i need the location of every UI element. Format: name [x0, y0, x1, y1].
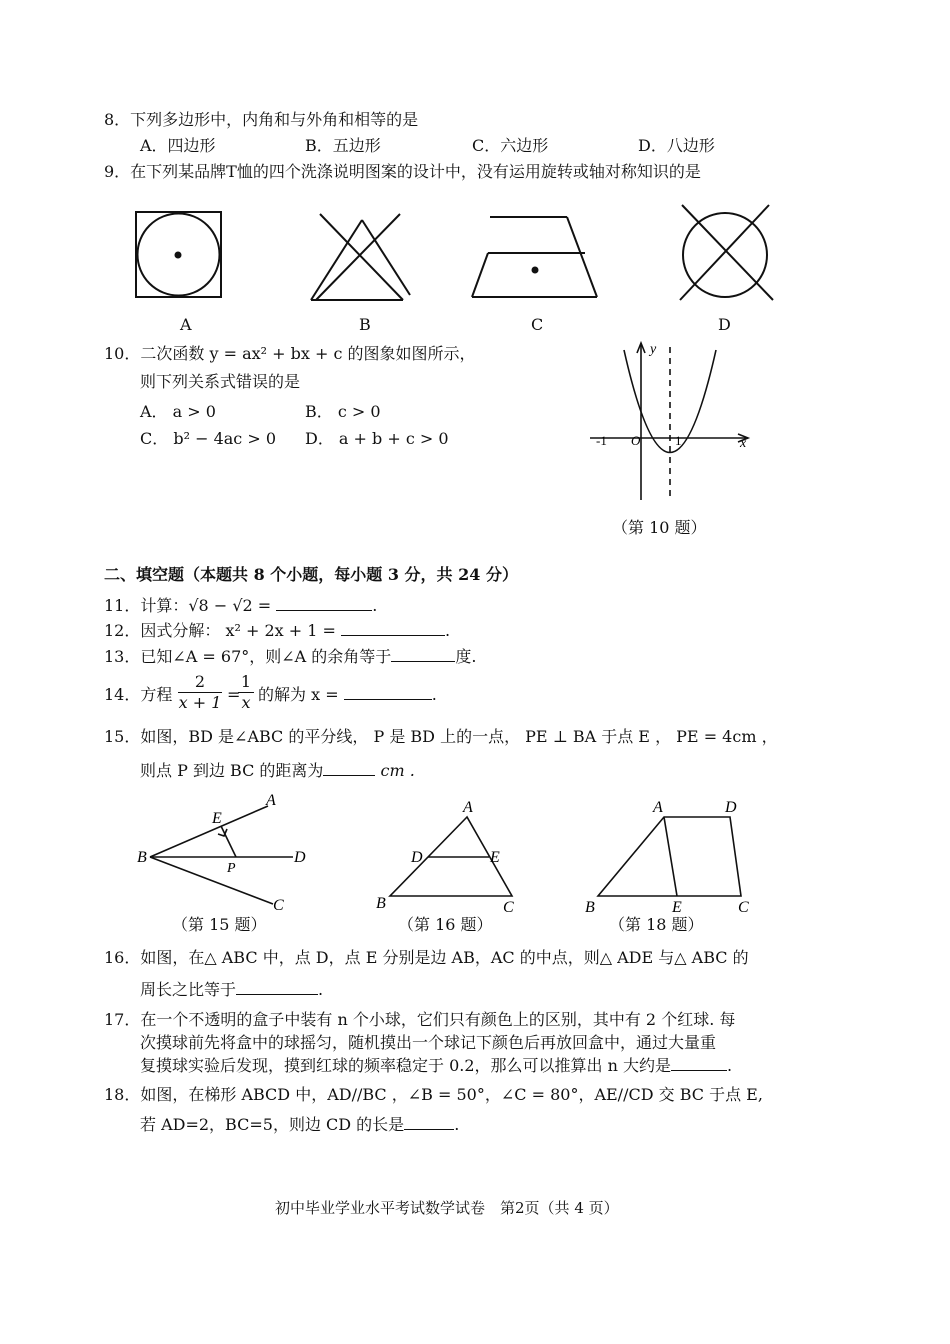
- q13-end: 度.: [455, 647, 477, 666]
- q14-fraction-2-den: x: [241, 693, 251, 712]
- q9-figure-a: [136, 212, 221, 297]
- q14-end: .: [431, 685, 437, 704]
- q15-line2-text: 则点 P 到边 BC 的距离为: [140, 761, 324, 780]
- q14-fraction-1-num: 2: [178, 672, 222, 693]
- q17-answer-blank[interactable]: [671, 1056, 727, 1071]
- fig16-caption: （第 16 题）: [398, 915, 493, 934]
- q10-option-b: B． c > 0: [305, 402, 381, 421]
- q10-graph-x-label: x: [740, 436, 747, 451]
- fig18-label-e: E: [672, 899, 682, 916]
- fig16-label-d: D: [411, 849, 423, 866]
- q11: [104, 596, 377, 616]
- q9-figure-d: [680, 205, 773, 300]
- q15-answer-blank[interactable]: [323, 761, 375, 776]
- q9-label-a: A: [180, 315, 192, 334]
- q12-end: .: [445, 621, 451, 640]
- q17-line1: 17．在一个不透明的盒子中装有 n 个小球，它们只有颜色上的区别，其中有 2 个红球. 每: [104, 1010, 736, 1029]
- fig15-caption: （第 15 题）: [172, 915, 267, 934]
- q14-prefix: 14．方程: [104, 685, 173, 704]
- q14-suffix-row: [258, 685, 437, 705]
- fig18-label-c: C: [738, 899, 749, 916]
- fig16-label-e: E: [490, 849, 500, 866]
- q14-fraction-1-den: x + 1: [178, 693, 222, 712]
- q17-line2: 次摸球前先将盒中的球摇匀，随机摸出一个球记下颜色后再放回盒中，通过大量重: [140, 1033, 717, 1052]
- q16-line2: [140, 980, 323, 1000]
- page-footer: 初中毕业学业水平考试数学试卷 第2页（共 4 页）: [275, 1199, 619, 1217]
- fig18-label-a: A: [653, 799, 663, 816]
- q9-label-d: D: [718, 315, 731, 334]
- q18-line2-text: 若 AD=2，BC=5，则边 CD 的长是: [140, 1115, 405, 1134]
- q17-line3-text: 复摸球实验后发现，摸到红球的频率稳定于 0.2，那么可以推算出 n 大约是: [140, 1056, 672, 1075]
- fig15-label-d: D: [294, 849, 306, 866]
- q8-option-a: A．四边形: [140, 136, 216, 155]
- q8-option-b: B．五边形: [305, 136, 381, 155]
- fig15-label-a: A: [266, 792, 276, 809]
- q10-stem: 10．二次函数 y = ax² + bx + c 的图象如图所示，: [104, 344, 476, 363]
- fig16-label-a: A: [463, 799, 473, 816]
- q11-answer-blank[interactable]: [276, 596, 372, 611]
- q17-line3: [140, 1056, 732, 1076]
- q10-option-a: A． a > 0: [140, 402, 216, 421]
- q8-option-d: D．八边形: [638, 136, 715, 155]
- fig15-label-b: B: [137, 849, 147, 866]
- q16-line2-text: 周长之比等于: [140, 980, 237, 999]
- q14-fraction-2-num: 1: [238, 672, 254, 693]
- q12-answer-blank[interactable]: [341, 621, 445, 636]
- q13: [104, 647, 476, 667]
- geometry-figures: [0, 790, 950, 920]
- q10-parabola-graph: [580, 335, 780, 515]
- section2-heading: 二、填空题（本题共 8 个小题，每小题 3 分，共 24 分）: [104, 565, 518, 584]
- q13-answer-blank[interactable]: [391, 647, 455, 662]
- q15-line2-unit: cm .: [375, 761, 415, 780]
- q11-end: .: [372, 596, 378, 615]
- q9-label-c: C: [531, 315, 544, 334]
- fig16-label-b: B: [376, 895, 386, 912]
- q14-suffix: 的解为 x =: [258, 685, 344, 704]
- q10-option-d: D． a + b + c > 0: [305, 429, 449, 448]
- q18-line2: [140, 1115, 459, 1135]
- q15-line2: [140, 761, 415, 781]
- q14-equals: =: [227, 685, 241, 704]
- q16-line1: 16．如图，在△ ABC 中，点 D，点 E 分别是边 AB，AC 的中点，则△ ADE 与△ ABC 的: [104, 948, 749, 967]
- q10-caption: （第 10 题）: [612, 518, 707, 537]
- q12-text: 12．因式分解： x² + 2x + 1 =: [104, 621, 342, 640]
- q10-graph-y-label: y: [650, 342, 657, 357]
- q9-figure-b: [311, 214, 410, 300]
- q10-graph-origin: O: [631, 433, 641, 448]
- q17-end: .: [727, 1056, 733, 1075]
- q14-answer-blank[interactable]: [344, 685, 432, 700]
- fig18-label-b: B: [585, 899, 595, 916]
- q11-text: 11．计算：√8 − √2 =: [104, 596, 277, 615]
- q10-graph-neg1: -1: [596, 433, 607, 448]
- q8-stem: 8．下列多边形中，内角和与外角和相等的是: [104, 110, 419, 129]
- q18-end: .: [454, 1115, 460, 1134]
- q13-text: 13．已知∠A = 67°，则∠A 的余角等于: [104, 647, 392, 666]
- fig15-label-c: C: [273, 897, 284, 914]
- q16-answer-blank[interactable]: [236, 980, 318, 995]
- fig18-label-d: D: [725, 799, 737, 816]
- fig15-label-e: E: [212, 810, 222, 827]
- fig18-caption: （第 18 题）: [609, 915, 704, 934]
- q14-fraction-1: [178, 672, 222, 713]
- fig18-trapezoid: [598, 817, 741, 896]
- q10-graph-one: 1: [675, 433, 682, 448]
- q10-option-c: C． b² − 4ac > 0: [140, 429, 277, 448]
- q9-stem: 9．在下列某品牌T恤的四个洗涤说明图案的设计中，没有运用旋转或轴对称知识的是: [104, 162, 701, 181]
- q9-figures: [0, 190, 950, 350]
- q16-end: .: [318, 980, 324, 999]
- fig15-label-p: P: [227, 861, 236, 876]
- q9-figure-c: [472, 217, 597, 297]
- fig16-label-c: C: [503, 899, 514, 916]
- q12: [104, 621, 450, 641]
- q14-fraction-2: [238, 672, 254, 713]
- q18-line1: 18．如图，在梯形 ABCD 中，AD//BC ，∠B = 50°，∠C = 80°，AE//CD 交 BC 于点 E,: [104, 1085, 763, 1104]
- q8-option-c: C．六边形: [472, 136, 549, 155]
- q9-label-b: B: [359, 315, 371, 334]
- q15-line1: 15．如图，BD 是∠ABC 的平分线， P 是 BD 上的一点， PE ⊥ BA 于点 E ， PE = 4cm ，: [104, 727, 778, 746]
- q18-answer-blank[interactable]: [404, 1115, 454, 1130]
- q10-line2: 则下列关系式错误的是: [140, 372, 301, 391]
